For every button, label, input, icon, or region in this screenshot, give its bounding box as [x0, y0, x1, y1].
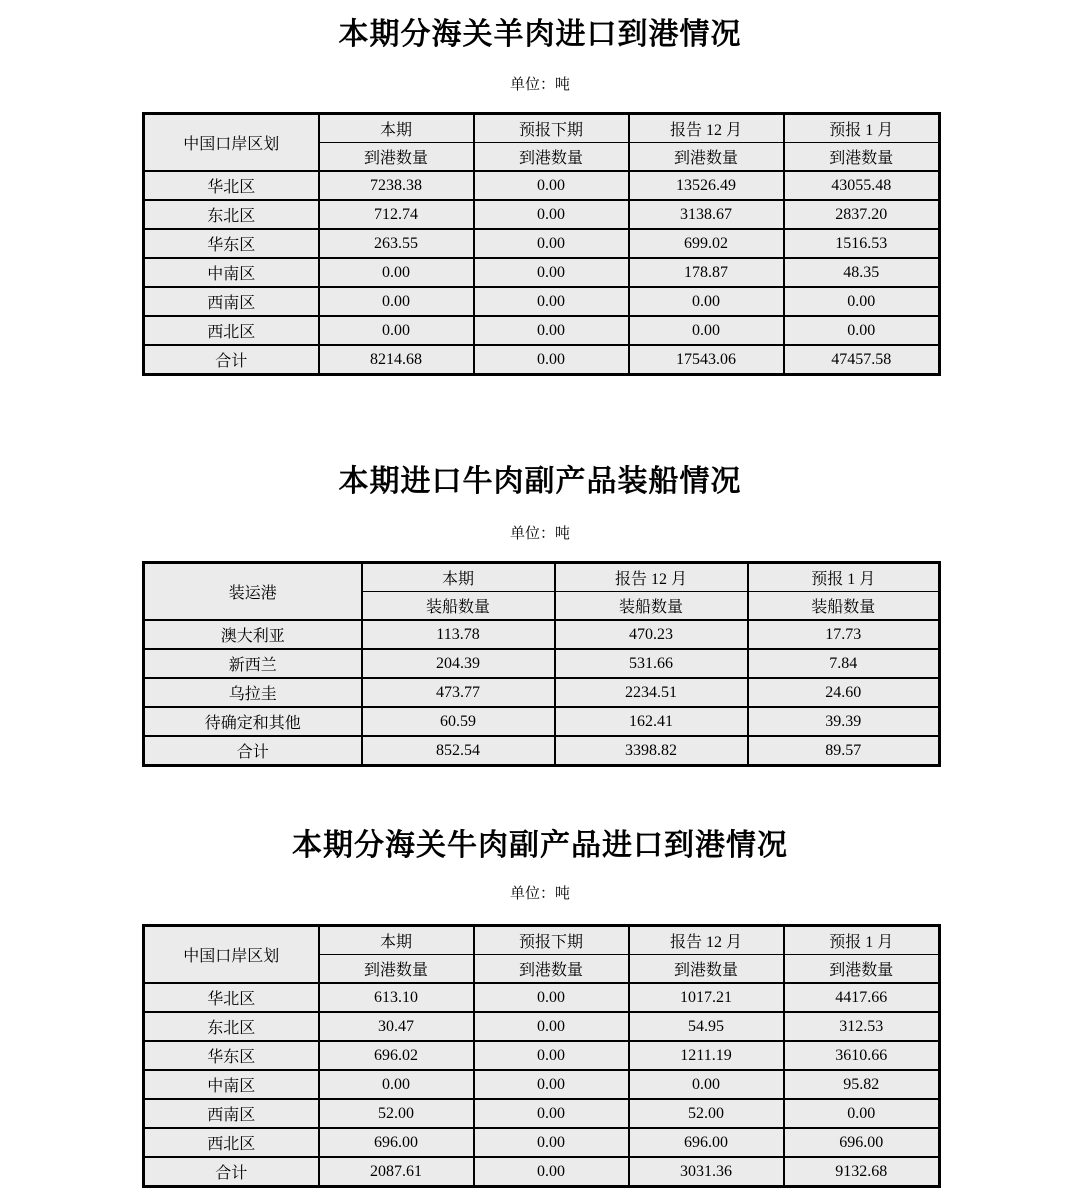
column-group-header: 报告 12 月	[629, 114, 784, 143]
value-cell: 531.66	[555, 649, 748, 678]
value-cell: 1017.21	[629, 983, 784, 1012]
value-cell: 712.74	[319, 200, 474, 229]
table-row	[144, 1070, 940, 1099]
value-cell: 0.00	[474, 287, 629, 316]
value-cell: 0.00	[319, 316, 474, 345]
value-cell: 0.00	[629, 1070, 784, 1099]
report-title: 本期分海关牛肉副产品进口到港情况	[292, 829, 788, 862]
sub-header: 装船数量	[748, 592, 940, 621]
value-cell: 2234.51	[555, 678, 748, 707]
value-cell: 162.41	[555, 707, 748, 736]
value-cell: 473.77	[362, 678, 555, 707]
beef-byproduct-arrival-table	[142, 924, 941, 1188]
report-title: 本期分海关羊肉进口到港情况	[338, 18, 742, 51]
unit-label: 单位：吨	[509, 886, 570, 902]
value-cell: 9132.68	[784, 1157, 940, 1187]
row-label: 新西兰	[144, 649, 362, 678]
value-cell: 0.00	[474, 1070, 629, 1099]
value-cell: 30.47	[319, 1012, 474, 1041]
value-cell: 0.00	[319, 258, 474, 287]
value-cell: 4417.66	[784, 983, 940, 1012]
header-row-groups	[144, 563, 940, 592]
row-label: 乌拉圭	[144, 678, 362, 707]
value-cell: 0.00	[629, 316, 784, 345]
table-body	[144, 983, 940, 1187]
value-cell: 0.00	[474, 1128, 629, 1157]
header-row-groups	[144, 114, 940, 143]
value-cell: 24.60	[748, 678, 940, 707]
corner-header: 装运港	[144, 563, 362, 621]
row-label: 西南区	[144, 1099, 319, 1128]
table-row	[144, 736, 940, 766]
table-row	[144, 1099, 940, 1128]
sub-header: 到港数量	[629, 143, 784, 172]
value-cell: 0.00	[474, 171, 629, 200]
value-cell: 696.00	[784, 1128, 940, 1157]
value-cell: 8214.68	[319, 345, 474, 375]
value-cell: 0.00	[784, 287, 940, 316]
value-cell: 3610.66	[784, 1041, 940, 1070]
table-row	[144, 229, 940, 258]
table-row	[144, 983, 940, 1012]
column-group-header: 报告 12 月	[629, 926, 784, 955]
value-cell: 3398.82	[555, 736, 748, 766]
sub-header: 到港数量	[319, 143, 474, 172]
row-label: 澳大利亚	[144, 620, 362, 649]
value-cell: 17.73	[748, 620, 940, 649]
table-row	[144, 1012, 940, 1041]
value-cell: 0.00	[474, 345, 629, 375]
value-cell: 0.00	[629, 287, 784, 316]
row-label: 合计	[144, 736, 362, 766]
table-row	[144, 316, 940, 345]
value-cell: 0.00	[319, 1070, 474, 1099]
sub-header: 到港数量	[474, 955, 629, 984]
value-cell: 178.87	[629, 258, 784, 287]
section-mutton-arrival	[0, 14, 1080, 376]
row-label: 东北区	[144, 200, 319, 229]
unit-label: 单位：吨	[509, 77, 570, 93]
value-cell: 852.54	[362, 736, 555, 766]
table-row	[144, 707, 940, 736]
value-cell: 48.35	[784, 258, 940, 287]
table-row	[144, 258, 940, 287]
table-body	[144, 620, 940, 766]
value-cell: 470.23	[555, 620, 748, 649]
value-cell: 0.00	[474, 258, 629, 287]
value-cell: 0.00	[474, 1041, 629, 1070]
value-cell: 17543.06	[629, 345, 784, 375]
corner-header: 中国口岸区划	[144, 926, 319, 984]
column-group-header: 预报下期	[474, 114, 629, 143]
corner-header: 中国口岸区划	[144, 114, 319, 172]
value-cell: 696.00	[629, 1128, 784, 1157]
value-cell: 43055.48	[784, 171, 940, 200]
column-group-header: 本期	[362, 563, 555, 592]
value-cell: 0.00	[784, 316, 940, 345]
value-cell: 0.00	[474, 1012, 629, 1041]
value-cell: 0.00	[474, 200, 629, 229]
section-beef-byproduct-arrival	[0, 825, 1080, 1188]
beef-byproduct-shipment-table	[142, 561, 941, 767]
column-group-header: 预报 1 月	[748, 563, 940, 592]
value-cell: 95.82	[784, 1070, 940, 1099]
value-cell: 89.57	[748, 736, 940, 766]
value-cell: 54.95	[629, 1012, 784, 1041]
row-label: 待确定和其他	[144, 707, 362, 736]
column-group-header: 报告 12 月	[555, 563, 748, 592]
value-cell: 13526.49	[629, 171, 784, 200]
column-group-header: 预报下期	[474, 926, 629, 955]
value-cell: 52.00	[629, 1099, 784, 1128]
table-body	[144, 171, 940, 375]
table-header	[144, 563, 940, 621]
table-row	[144, 171, 940, 200]
value-cell: 0.00	[474, 983, 629, 1012]
row-label: 华东区	[144, 1041, 319, 1070]
value-cell: 39.39	[748, 707, 940, 736]
value-cell: 3138.67	[629, 200, 784, 229]
value-cell: 113.78	[362, 620, 555, 649]
row-label: 西北区	[144, 1128, 319, 1157]
value-cell: 696.02	[319, 1041, 474, 1070]
value-cell: 2087.61	[319, 1157, 474, 1187]
row-label: 中南区	[144, 258, 319, 287]
value-cell: 0.00	[784, 1099, 940, 1128]
table-row	[144, 287, 940, 316]
header-row-groups	[144, 926, 940, 955]
value-cell: 312.53	[784, 1012, 940, 1041]
value-cell: 7238.38	[319, 171, 474, 200]
row-label: 华北区	[144, 983, 319, 1012]
row-label: 西北区	[144, 316, 319, 345]
sub-header: 到港数量	[474, 143, 629, 172]
row-label: 中南区	[144, 1070, 319, 1099]
sub-header: 装船数量	[362, 592, 555, 621]
value-cell: 699.02	[629, 229, 784, 258]
row-label: 西南区	[144, 287, 319, 316]
value-cell: 0.00	[474, 229, 629, 258]
table-row	[144, 1157, 940, 1187]
row-label: 华东区	[144, 229, 319, 258]
sub-header: 到港数量	[629, 955, 784, 984]
value-cell: 0.00	[474, 1157, 629, 1187]
column-group-header: 本期	[319, 114, 474, 143]
table-row	[144, 1128, 940, 1157]
report-title: 本期进口牛肉副产品装船情况	[338, 465, 742, 498]
column-group-header: 预报 1 月	[784, 114, 940, 143]
value-cell: 3031.36	[629, 1157, 784, 1187]
row-label: 华北区	[144, 171, 319, 200]
value-cell: 263.55	[319, 229, 474, 258]
value-cell: 613.10	[319, 983, 474, 1012]
value-cell: 1211.19	[629, 1041, 784, 1070]
row-label: 东北区	[144, 1012, 319, 1041]
value-cell: 1516.53	[784, 229, 940, 258]
value-cell: 204.39	[362, 649, 555, 678]
value-cell: 7.84	[748, 649, 940, 678]
row-label: 合计	[144, 345, 319, 375]
unit-label: 单位：吨	[509, 526, 570, 542]
table-header	[144, 926, 940, 984]
table-row	[144, 620, 940, 649]
table-row	[144, 345, 940, 375]
sub-header: 装船数量	[555, 592, 748, 621]
sub-header: 到港数量	[784, 955, 940, 984]
column-group-header: 预报 1 月	[784, 926, 940, 955]
value-cell: 52.00	[319, 1099, 474, 1128]
value-cell: 2837.20	[784, 200, 940, 229]
table-row	[144, 1041, 940, 1070]
row-label: 合计	[144, 1157, 319, 1187]
table-row	[144, 678, 940, 707]
section-beef-byproduct-shipment	[0, 461, 1080, 767]
table-row	[144, 200, 940, 229]
sub-header: 到港数量	[319, 955, 474, 984]
value-cell: 0.00	[474, 316, 629, 345]
value-cell: 47457.58	[784, 345, 940, 375]
value-cell: 60.59	[362, 707, 555, 736]
table-header	[144, 114, 940, 172]
column-group-header: 本期	[319, 926, 474, 955]
value-cell: 0.00	[319, 287, 474, 316]
mutton-import-arrival-table	[142, 112, 941, 376]
value-cell: 0.00	[474, 1099, 629, 1128]
sub-header: 到港数量	[784, 143, 940, 172]
report-page	[0, 14, 1080, 1188]
value-cell: 696.00	[319, 1128, 474, 1157]
table-row	[144, 649, 940, 678]
